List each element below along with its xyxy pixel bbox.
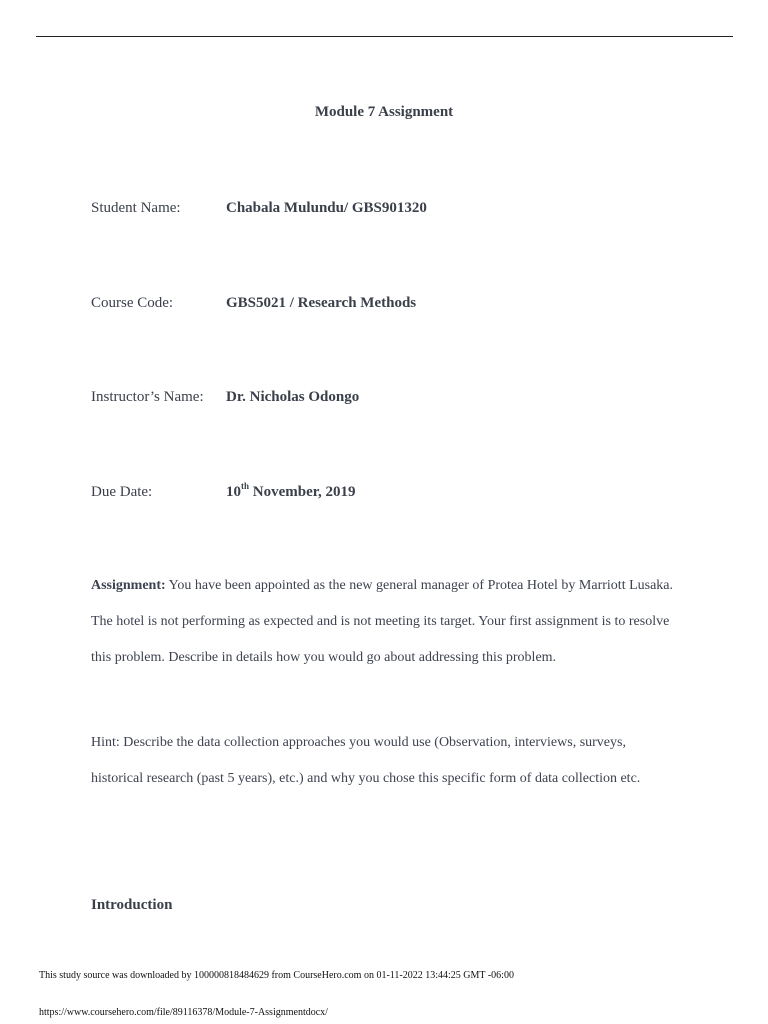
instructor-name-value: Dr. Nicholas Odongo bbox=[226, 389, 360, 405]
due-date-day: 10 bbox=[226, 484, 241, 500]
student-name-label: Student Name: bbox=[91, 200, 181, 216]
assignment-paragraph bbox=[91, 568, 681, 675]
due-date-value bbox=[226, 482, 356, 502]
header-rule bbox=[36, 36, 733, 37]
assignment-label: Assignment: bbox=[91, 578, 166, 593]
due-date-ordinal: th bbox=[241, 481, 250, 491]
introduction-heading: Introduction bbox=[91, 897, 173, 913]
source-url-link[interactable]: https://www.coursehero.com/file/89116378/Module-7-Assignmentdocx/ bbox=[39, 1007, 328, 1018]
hint-paragraph: Hint: Describe the data collection approaches you would use (Observation, interviews, surveys, historical research (past 5 years), etc.) and why you chose this specific form of data collection etc. bbox=[91, 735, 641, 786]
instructor-name-label: Instructor’s Name: bbox=[91, 389, 204, 405]
student-name-value: Chabala Mulundu/ GBS901320 bbox=[226, 200, 427, 216]
document-title: Module 7 Assignment bbox=[314, 104, 454, 120]
course-code-value: GBS5021 / Research Methods bbox=[226, 295, 417, 311]
due-date-label: Due Date: bbox=[91, 484, 153, 500]
due-date-rest: November, 2019 bbox=[249, 484, 356, 500]
course-code-label: Course Code: bbox=[91, 295, 174, 311]
download-source-note: This study source was downloaded by 100000818484629 from CourseHero.com on 01-11-2022 13:44:25 GMT -06:00 bbox=[39, 970, 514, 981]
assignment-text: You have been appointed as the new general manager of Protea Hotel by Marriott Lusaka. The hotel is not performing as expected and is not meeting its target. Your first assignment is to resolve this problem. Describe in details how you would go about addressing this problem. bbox=[91, 578, 674, 665]
